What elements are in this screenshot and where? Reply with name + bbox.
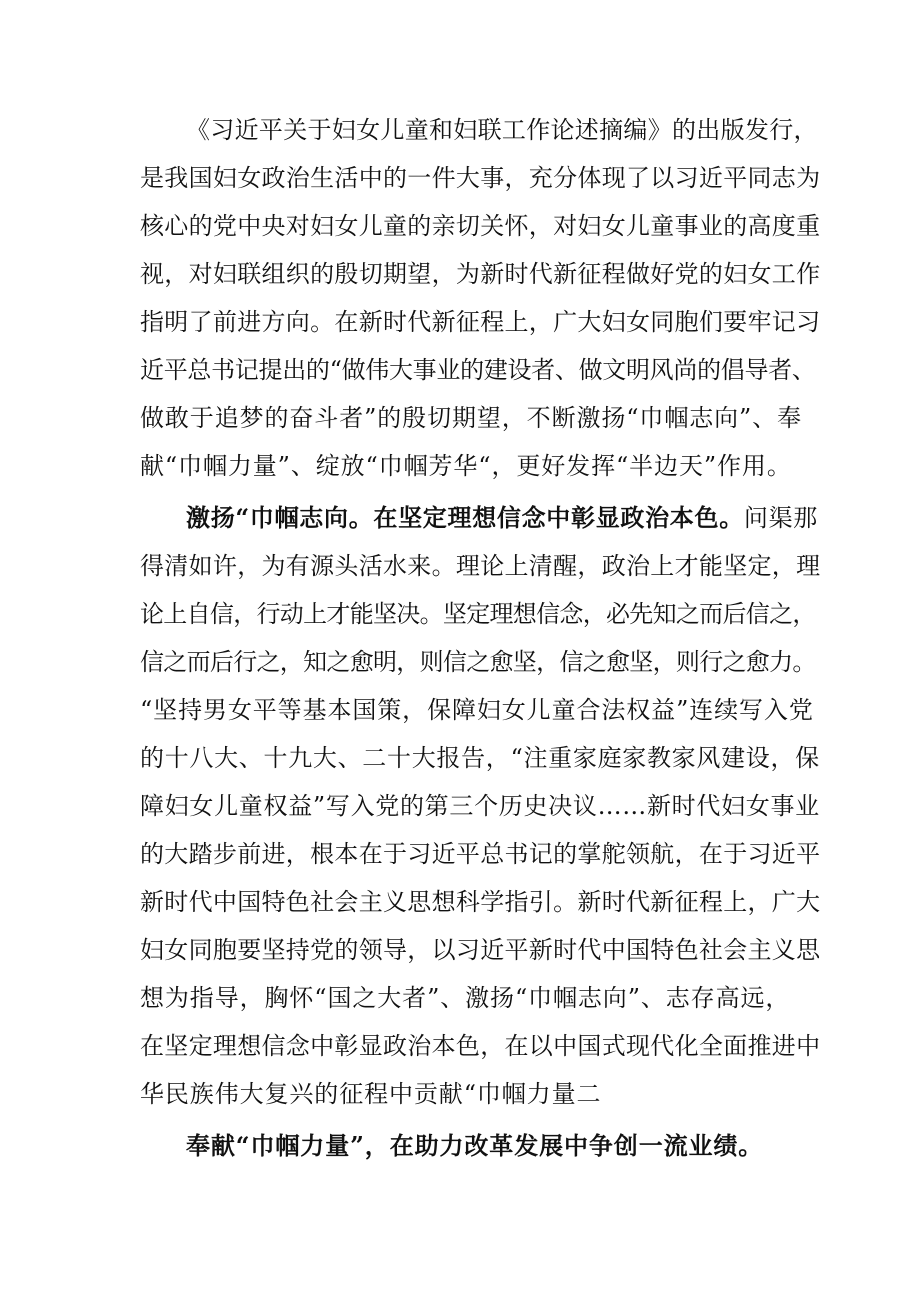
paragraph-3-heading: 奉献“巾帼力量”，在助力改革发展中争创一流业绩。: [186, 1131, 764, 1160]
paragraph-1-line-8: 献“巾帼力量”、绽放“巾帼芳华“，更好发挥“半边天”作用。: [140, 452, 792, 480]
paragraph-2-line-9: 新时代中国特色社会主义思想科学指引。新时代新征程上，广大: [140, 888, 821, 916]
paragraph-1-line-3: 核心的党中央对妇女儿童的亲切关怀，对妇女儿童事业的高度重: [140, 212, 821, 240]
paragraph-2-line-13: 华民族伟大复兴的征程中贡献“巾帼力量二: [140, 1080, 602, 1108]
paragraph-1-line-5: 指明了前进方向。在新时代新征程上，广大妇女同胞们要牢记习: [140, 308, 821, 336]
paragraph-2-line-8: 的大踏步前进，根本在于习近平总书记的掌舵领航，在于习近平: [140, 840, 821, 868]
paragraph-2-line-5: “坚持男女平等基本国策，保障妇女儿童合法权益”连续写入党: [140, 696, 814, 724]
paragraph-2-line-11: 想为指导，胸怀“国之大者”、激扬“巾帼志向”、志存高远，: [140, 984, 791, 1012]
paragraph-2-line-3: 论上自信，行动上才能坚决。坚定理想信念，必先知之而后信之，: [140, 600, 816, 628]
paragraph-2-heading: 激扬“巾帼志向。在坚定理想信念中彰显政治本色。: [186, 503, 744, 532]
paragraph-2-line-2: 得清如许，为有源头活水来。理论上清醒，政治上才能坚定，理: [140, 552, 821, 580]
paragraph-1-line-1: 《习近平关于妇女儿童和妇联工作论述摘编》的出版发行，: [186, 116, 818, 144]
paragraph-1-line-2: 是我国妇女政治生活中的一件大事，充分体现了以习近平同志为: [140, 164, 821, 192]
paragraph-2-line-4: 信之而后行之，知之愈明，则信之愈坚，信之愈坚，则行之愈力。: [140, 648, 816, 676]
paragraph-2-line-12: 在坚定理想信念中彰显政治本色，在以中国式现代化全面推进中: [140, 1032, 821, 1060]
paragraph-2-line-6: 的十八大、十九大、二十大报告，“注重家庭家教家风建设，保: [140, 744, 820, 772]
paragraph-2-line-10: 妇女同胞要坚持党的领导，以习近平新时代中国特色社会主义思: [140, 936, 821, 964]
paragraph-1-line-4: 视，对妇联组织的殷切期望，为新时代新征程做好党的妇女工作: [140, 260, 821, 288]
paragraph-2-first-line: [186, 503, 820, 533]
paragraph-2-line-7: 障妇女儿童权益”写入党的第三个历史决议……新时代妇女事业: [140, 792, 820, 820]
paragraph-1-line-6: 近平总书记提出的“做伟大事业的建设者、做文明风尚的倡导者、: [140, 356, 816, 384]
paragraph-2-line-1: 问渠那: [743, 504, 819, 532]
paragraph-1-line-7: 做敢于追梦的奋斗者”的殷切期望，不断激扬“巾帼志向”、奉: [140, 404, 803, 432]
